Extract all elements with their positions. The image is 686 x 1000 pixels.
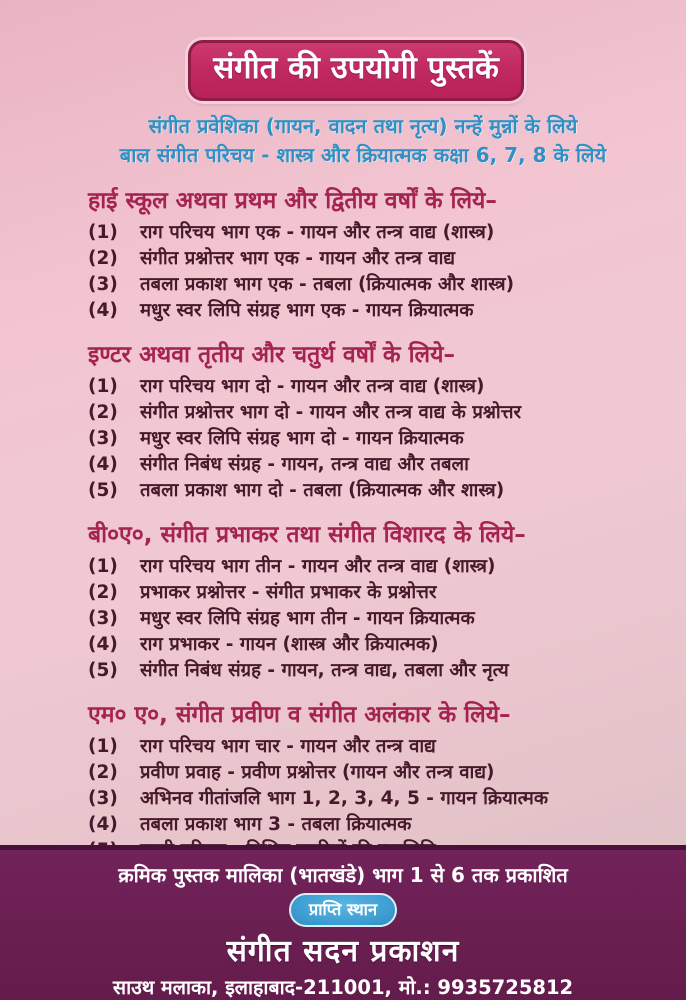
series-note: क्रमिक पुस्तक मालिका (भातखंडे) भाग 1 से 6 तक प्रकाशित [118,863,568,887]
item-text: तबला प्रकाश भाग 3 - तबला क्रियात्मक [140,814,412,835]
item-number: (2) [88,248,118,269]
book-list-item [88,246,656,272]
item-number: (3) [88,608,118,629]
book-list-item [88,374,656,400]
item-number: (2) [88,582,118,603]
book-list-item [88,554,656,580]
item-text: राग परिचय भाग तीन - गायन और तन्त्र वाद्य (शास्त्र) [140,556,496,577]
item-number: (4) [88,814,118,835]
item-text: तबला प्रकाश भाग दो - तबला (क्रियात्मक और शास्त्र) [140,480,505,501]
book-list-item [88,272,656,298]
book-list-item [88,478,656,504]
item-text: मधुर स्वर लिपि संग्रह भाग एक - गायन क्रियात्मक [140,300,474,321]
section-heading: एम० ए०, संगीत प्रवीण व संगीत अलंकार के लिये– [88,702,511,728]
book-list-item [88,298,656,324]
item-text: राग परिचय भाग दो - गायन और तन्त्र वाद्य (शास्त्र) [140,376,485,397]
publisher-name: संगीत सदन प्रकाशन [226,934,460,969]
item-text: मधुर स्वर लिपि संग्रह भाग तीन - गायन क्रियात्मक [140,608,475,629]
book-catalog [0,183,686,864]
item-number: (4) [88,300,118,321]
item-text: संगीत निबंध संग्रह - गायन, तन्त्र वाद्य, तबला और नृत्य [140,660,509,681]
intro-line-1: संगीत प्रवेशिका (गायन, वादन तथा नृत्य) नन्हें मुन्नों के लिये [148,114,578,138]
item-number: (3) [88,788,118,809]
item-text: प्रवीण प्रवाह - प्रवीण प्रश्नोत्तर (गायन और तन्त्र वाद्य) [140,762,495,783]
publisher-footer [0,845,686,1000]
item-text: संगीत प्रश्नोत्तर भाग एक - गायन और तन्त्र वाद्य [140,248,456,269]
book-list-item [88,658,656,684]
book-list-item [88,426,656,452]
item-number: (2) [88,402,118,423]
item-text: तबला प्रकाश भाग एक - तबला (क्रियात्मक और शास्त्र) [140,274,515,295]
book-list-item [88,632,656,658]
book-list-item [88,606,656,632]
item-text: संगीत प्रश्नोत्तर भाग दो - गायन और तन्त्र वाद्य के प्रश्नोत्तर [140,402,522,423]
book-list-item [88,220,656,246]
section-heading: हाई स्कूल अथवा प्रथम और द्वितीय वर्षों के लिये– [88,188,497,214]
item-number: (3) [88,274,118,295]
item-number: (4) [88,634,118,655]
item-text: प्रभाकर प्रश्नोत्तर - संगीत प्रभाकर के प्रश्नोत्तर [140,582,437,603]
intro-note [0,112,686,170]
section-heading: बी०ए०, संगीत प्रभाकर तथा संगीत विशारद के लिये– [88,522,526,548]
item-number: (1) [88,222,118,243]
item-text: राग प्रभाकर - गायन (शास्त्र और क्रियात्मक) [140,634,439,655]
item-number: (1) [88,376,118,397]
item-number: (2) [88,762,118,783]
title-banner [188,40,524,101]
book-list-item [88,812,656,838]
page-title: संगीत की उपयोगी पुस्तकें [213,50,499,86]
section-ma [88,697,656,864]
item-text: अभिनव गीतांजलि भाग 1, 2, 3, 4, 5 - गायन क्रियात्मक [140,788,549,809]
item-number: (5) [88,660,118,681]
section-heading: इण्टर अथवा तृतीय और चतुर्थ वर्षों के लिये– [88,342,455,368]
availability-badge: प्राप्ति स्थान [289,893,397,927]
section-high-school [88,183,656,324]
section-ba [88,517,656,684]
item-text: राग परिचय भाग चार - गायन और तन्त्र वाद्य [140,736,436,757]
book-list-item [88,786,656,812]
section-inter [88,337,656,504]
availability-badge-wrap [0,893,686,927]
item-number: (3) [88,428,118,449]
item-text: संगीत निबंध संग्रह - गायन, तन्त्र वाद्य और तबला [140,454,469,475]
item-text: राग परिचय भाग एक - गायन और तन्त्र वाद्य (शास्त्र) [140,222,495,243]
book-list-item [88,760,656,786]
item-number: (1) [88,736,118,757]
book-list-item [88,734,656,760]
publisher-address: साउथ मलाका, इलाहाबाद-211001, मो.: 9935725812 [112,976,574,999]
item-text: मधुर स्वर लिपि संग्रह भाग दो - गायन क्रियात्मक [140,428,464,449]
intro-line-2: बाल संगीत परिचय - शास्त्र और क्रियात्मक कक्षा 6, 7, 8 के लिये [119,143,607,167]
book-list-item [88,580,656,606]
item-number: (4) [88,454,118,475]
item-number: (1) [88,556,118,577]
item-number: (5) [88,480,118,501]
book-list-item [88,400,656,426]
book-list-item [88,452,656,478]
